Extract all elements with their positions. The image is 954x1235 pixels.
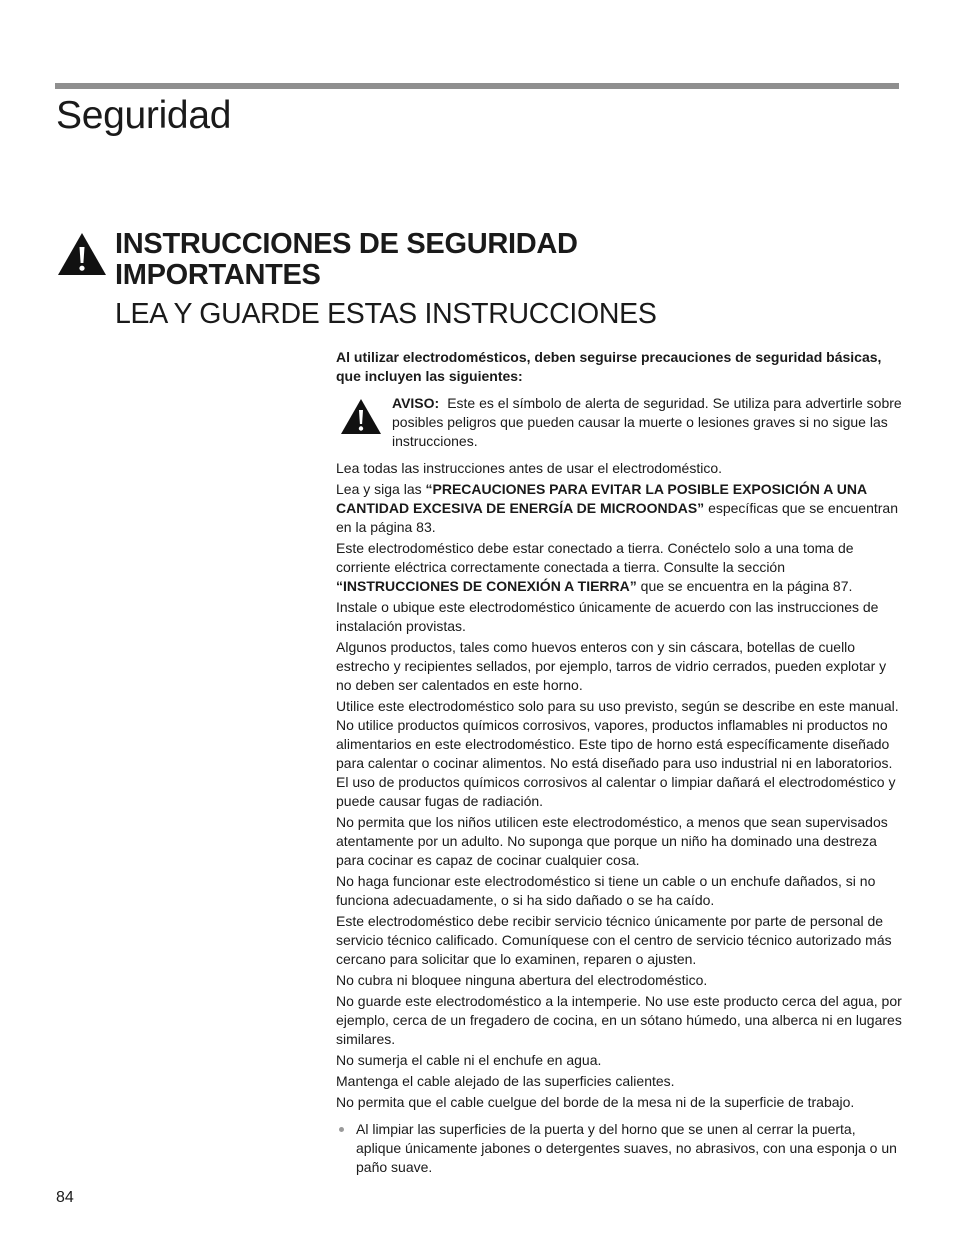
paragraph-hot-surfaces: Mantenga el cable alejado de las superficies calientes. [336, 1073, 675, 1089]
aviso-text: Este es el símbolo de alerta de seguridad. Se utiliza para advertirle sobre posibles peligros que pueden causar la muerte o lesiones graves si no sigue las instrucciones. [392, 395, 902, 449]
p2-post: específicas que se encuentran en la página 83. [336, 500, 898, 535]
section-heading-line1: INSTRUCCIONES DE SEGURIDAD [115, 228, 578, 260]
warning-triangle-icon [57, 232, 107, 276]
bullet-text: Al limpiar las superficies de la puerta y del horno que se unen al cerrar la puerta, aplique únicamente jabones o detergentes suaves, no abrasivos, con una esponja o un paño suave. [356, 1121, 897, 1175]
page-number: 84 [56, 1189, 74, 1206]
p2-pre: Lea y siga las [336, 481, 426, 497]
paragraph-service: Este electrodoméstico debe recibir servicio técnico únicamente por parte de personal de servicio técnico calificado. Comuníquese con el centro de servicio técnico autorizado más cercano para solicitar que lo examinen, reparen o ajusten. [336, 913, 892, 967]
bullet-item-cleaning [336, 1120, 902, 1177]
paragraph-openings: No cubra ni bloquee ninguna abertura del electrodoméstico. [336, 972, 708, 988]
paragraph-children: No permita que los niños utilicen este electrodoméstico, a menos que sean supervisados atentamente por un adulto. No suponga que porque un niño ha dominado una destreza para cocinar es capaz de cocinar cualquier cosa. [336, 814, 888, 868]
safety-alert-icon [340, 398, 382, 435]
paragraph-read-instructions: Lea todas las instrucciones antes de usar el electrodoméstico. [336, 460, 722, 476]
paragraph-damaged-cord: No haga funcionar este electrodoméstico si tiene un cable o un enchufe dañados, si no funciona adecuadamente, o si ha sido dañado o se ha caído. [336, 873, 876, 908]
paragraph-intended-use: Utilice este electrodoméstico solo para su uso previsto, según se describe en este manual. No utilice productos químicos corrosivos, vapores, productos inflamables ni productos no alimentarios en este electrodoméstico. Este tipo de horno está específicamente diseñado para calentar o cocinar alimentos. No está diseñado para uso industrial ni en laboratorios. El uso de productos químicos corrosivos al calentar o limpiar dañará el electrodoméstico y puede causar fugas de radiación. [336, 698, 899, 809]
intro-paragraph: Al utilizar electrodomésticos, deben seguirse precauciones de seguridad básicas, que incluyen las siguientes: [336, 349, 882, 384]
paragraph-install: Instale o ubique este electrodoméstico únicamente de acuerdo con las instrucciones de instalación provistas. [336, 599, 879, 634]
bullet-dot-icon [339, 1127, 344, 1132]
p3-post: que se encuentra en la página 87. [636, 578, 853, 594]
p3-bold: “INSTRUCCIONES DE CONEXIÓN A TIERRA” [336, 578, 637, 594]
page-title: Seguridad [56, 94, 232, 137]
paragraph-cord-hanging: No permita que el cable cuelgue del borde de la mesa ni de la superficie de trabajo. [336, 1094, 855, 1110]
p2-bold: “PRECAUCIONES PARA EVITAR LA POSIBLE EXPOSICIÓN A UNA CANTIDAD EXCESIVA DE ENERGÍA DE MICROONDAS” [336, 481, 867, 516]
aviso-label: AVISO: [392, 395, 440, 411]
section-subheading: LEA Y GUARDE ESTAS INSTRUCCIONES [115, 298, 657, 330]
top-rule [55, 83, 899, 89]
paragraph-outdoors: No guarde este electrodoméstico a la intemperie. No use este producto cerca del agua, por ejemplo, cerca de un fregadero de cocina, en un sótano húmedo, una alberca ni en lugares similares. [336, 993, 902, 1047]
aviso-block [336, 394, 902, 452]
paragraph-grounding [336, 539, 902, 596]
p3-pre: Este electrodoméstico debe estar conectado a tierra. Conéctelo solo a una toma de corriente eléctrica correctamente conectada a tierra. Consulte la sección [336, 540, 854, 575]
paragraph-submerge: No sumerja el cable ni el enchufe en agua. [336, 1052, 602, 1068]
paragraph-explosion-risk: Algunos productos, tales como huevos enteros con y sin cáscara, botellas de cuello estrecho y recipientes sellados, por ejemplo, tarros de vidrio cerrados, pueden explotar y no deben ser calentados en este horno. [336, 639, 887, 693]
instructions-body [336, 348, 902, 1177]
section-heading-line2: IMPORTANTES [115, 259, 321, 291]
section-heading [115, 229, 578, 291]
paragraph-microwave-precautions [336, 480, 902, 537]
